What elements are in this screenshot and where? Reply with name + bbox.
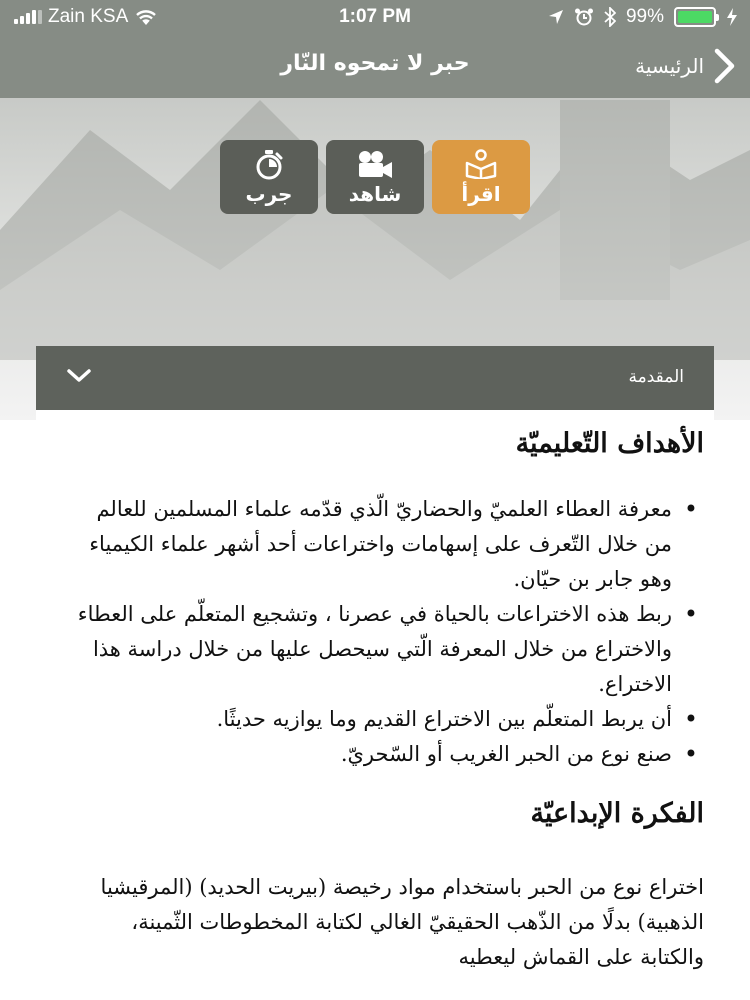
status-time: 1:07 PM (339, 6, 411, 27)
intro-section-toggle[interactable] (36, 346, 714, 410)
video-camera-icon (356, 149, 394, 179)
objectives-heading: الأهداف التّعليميّة (515, 428, 704, 459)
objectives-list (64, 492, 704, 772)
section-title: المقدمة (628, 367, 684, 387)
stopwatch-icon (253, 149, 285, 181)
back-button-label: الرئيسية (635, 54, 704, 78)
battery-level-fill (678, 11, 712, 23)
location-arrow-icon (548, 9, 564, 25)
book-reader-icon (464, 149, 498, 179)
intro-content (36, 410, 714, 1000)
page-title-text: حبر لا تمحوه النّار (280, 51, 470, 76)
chevron-down-icon (66, 367, 92, 385)
objective-item: • ربط هذه الاختراعات بالحياة في عصرنا ، وتشجيع المتعلّم على العطاء والاختراع من خلال المعرفة الّتي سيحصل عليها من خلال دراسة هذا الاختراع. (64, 597, 704, 702)
creative-idea-text: اختراع نوع من الحبر باستخدام مواد رخيصة (بيريت الحديد) (المرقيشيا الذهبية) بدلًا من الذّهب الحقيقيّ الغالي لكتابة المخطوطات الثّمينة، والكتابة على القماش ليعطيه (100, 875, 704, 969)
watch-button[interactable] (326, 140, 424, 214)
objective-item: • صنع نوع من الحبر الغريب أو السّحريّ. (64, 737, 704, 772)
status-indicators (548, 6, 738, 28)
battery-percent: 99% (625, 6, 664, 27)
watch-button-label: شاهد (348, 182, 402, 206)
read-button[interactable] (432, 140, 530, 214)
chevron-right-icon (714, 48, 736, 84)
navigation-bar (0, 36, 750, 98)
read-button-label: اقرأ (461, 182, 501, 206)
alarm-clock-icon (574, 7, 594, 27)
objective-item: • معرفة العطاء العلميّ والحضاريّ الّذي قدّمه علماء المسلمين للعالم من خلال التّعرف على إسهامات واختراعات أحد أشهر علماء الكيمياء وهو جابر بن حيّان. (64, 492, 704, 597)
try-button-label: جرب (245, 182, 293, 206)
status-bar (0, 0, 750, 36)
back-button[interactable] (635, 48, 736, 84)
objective-item: • أن يربط المتعلّم بين الاختراع القديم وما يوازيه حديثًا. (64, 702, 704, 737)
battery-icon (674, 7, 716, 27)
action-buttons (0, 140, 750, 216)
carrier-name: Zain KSA (48, 6, 129, 27)
creative-idea-heading: الفكرة الإبداعيّة (530, 798, 704, 829)
bluetooth-icon (604, 7, 616, 27)
charging-bolt-icon (726, 8, 738, 26)
try-button[interactable] (220, 140, 318, 214)
